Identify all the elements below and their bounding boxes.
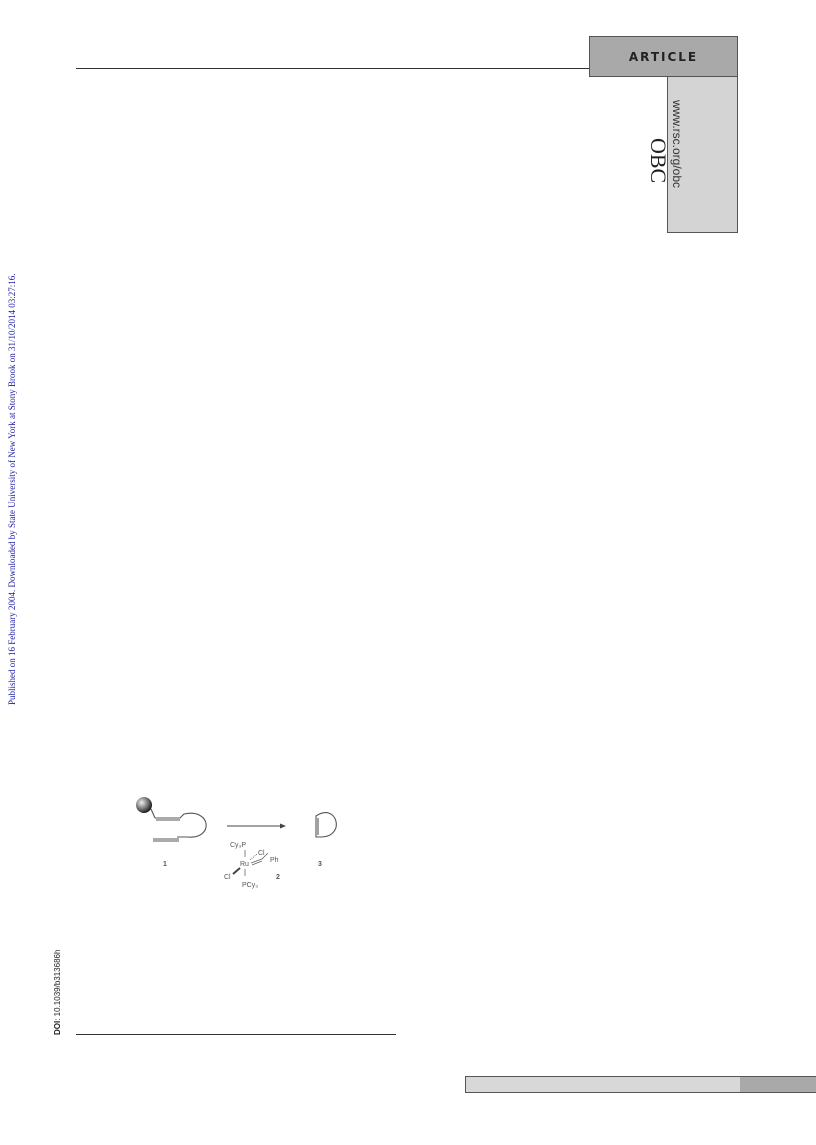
arrow-head <box>280 824 286 829</box>
footer-bar-accent <box>740 1076 816 1093</box>
ru-cl-wedge <box>233 868 240 874</box>
metal-label: Ru <box>240 861 249 868</box>
phenyl-label: Ph <box>270 857 279 864</box>
doi-label: DOI <box>53 1020 62 1035</box>
ru-cl-bond <box>250 854 257 860</box>
journal-branding <box>645 100 685 250</box>
compound-1-structure <box>151 809 206 841</box>
journal-url[interactable]: www.rsc.org/obc <box>670 100 684 189</box>
resin-bead <box>136 797 152 813</box>
compound-2-label: 2 <box>276 874 280 881</box>
ligand-bottom: PCy₃ <box>242 882 259 889</box>
doi <box>53 950 62 1035</box>
footnote-rule <box>76 1034 396 1035</box>
reaction-scheme <box>132 792 362 894</box>
compound-1-label: 1 <box>163 861 167 868</box>
chloride-bottom: Cl <box>224 874 231 881</box>
ligand-top: Cy₃P <box>230 842 247 849</box>
header-rule <box>76 68 590 69</box>
published-note[interactable]: Published on 16 February 2004. Downloaded by State University of New York at Stony Brook on 31/10/2014 03:27:16. <box>7 273 17 705</box>
compound-3-label: 3 <box>318 861 322 868</box>
compound-3-structure <box>316 813 336 837</box>
chloride-top: Cl <box>258 850 265 857</box>
doi-value[interactable]: : 10.1039/b313686h <box>53 949 62 1021</box>
journal-abbrev: OBC <box>646 138 671 184</box>
article-label: ARTICLE <box>589 36 738 77</box>
